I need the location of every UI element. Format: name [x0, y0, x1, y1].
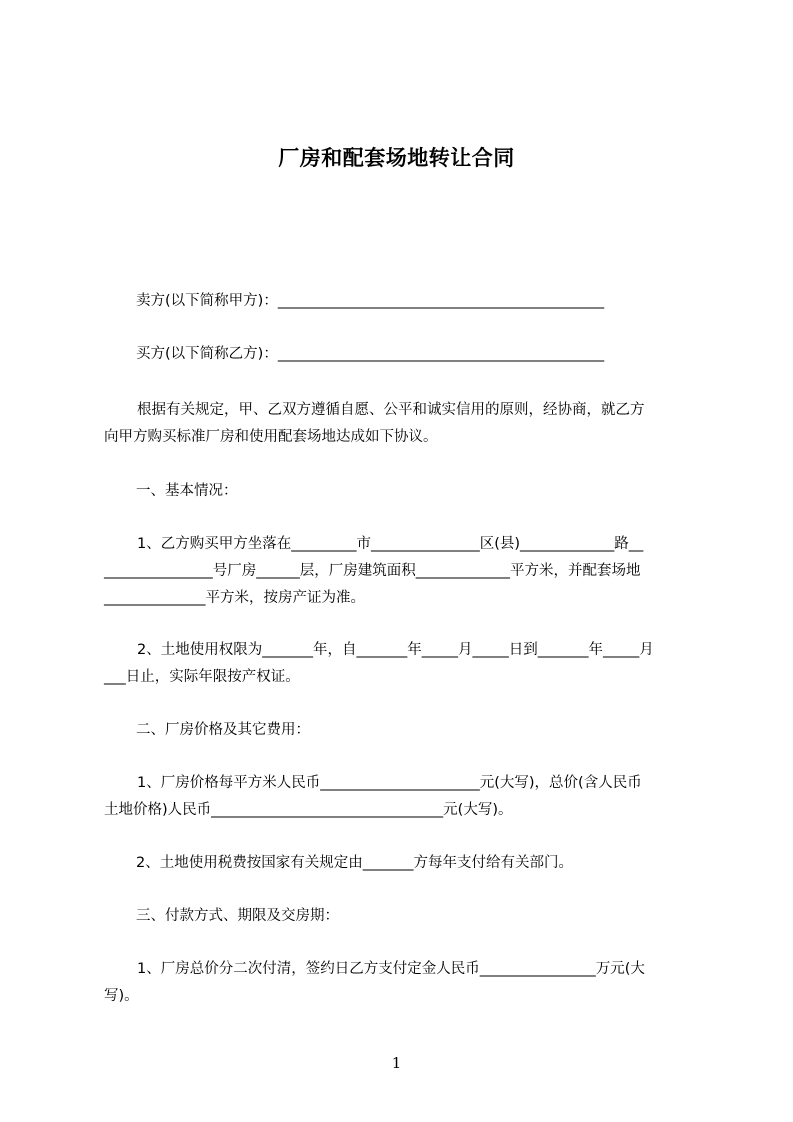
- intro-line-1: 根据有关规定，甲、乙双方遵循自愿、公平和诚实信用的原则，经协商，就乙方: [137, 402, 645, 418]
- s1-item1-line-1: 1、乙方购买甲方坐落在_________市_______________区(县)_____________路__: [137, 536, 644, 552]
- s2-item1-line-1: 1、厂房价格每平方米人民币______________________元(大写)，总价(含人民币: [137, 775, 642, 791]
- intro-line-2: 向甲方购买标准厂房和使用配套场地达成如下协议。: [104, 429, 438, 445]
- section-1-heading: 一、基本情况：: [136, 483, 238, 499]
- s3-item1-line-2: 写)。: [104, 988, 139, 1004]
- s1-item2-line-2: ___日止，实际年限按产权证。: [104, 669, 300, 685]
- s2-item1-line-2: 土地价格)人民币________________________________元(大写)。: [104, 802, 513, 818]
- section-2-heading: 二、厂房价格及其它费用：: [136, 722, 310, 738]
- seller-line: 卖方(以下简称甲方)：_____________________________________________: [136, 293, 605, 309]
- document-title: 厂房和配套场地转让合同: [278, 146, 515, 170]
- s3-item1-line-1: 1、厂房总价分二次付清，签约日乙方支付定金人民币________________万元(大: [137, 961, 645, 977]
- page-number: 1: [391, 1054, 402, 1072]
- s1-item1-line-3: ______________平方米，按房产证为准。: [104, 590, 365, 606]
- s1-item2-line-1: 2、土地使用权限为_______年，自_______年_____月_____日到_______年_____月: [137, 642, 654, 658]
- buyer-line: 买方(以下简称乙方)：_____________________________________________: [136, 346, 605, 362]
- section-3-heading: 三、付款方式、期限及交房期：: [136, 908, 339, 924]
- s2-item2-line-1: 2、土地使用税费按国家有关规定由_______方每年支付给有关部门。: [136, 855, 573, 871]
- s1-item1-line-2: _______________号厂房______层，厂房建筑面积_____________平方米，并配套场地: [104, 563, 641, 579]
